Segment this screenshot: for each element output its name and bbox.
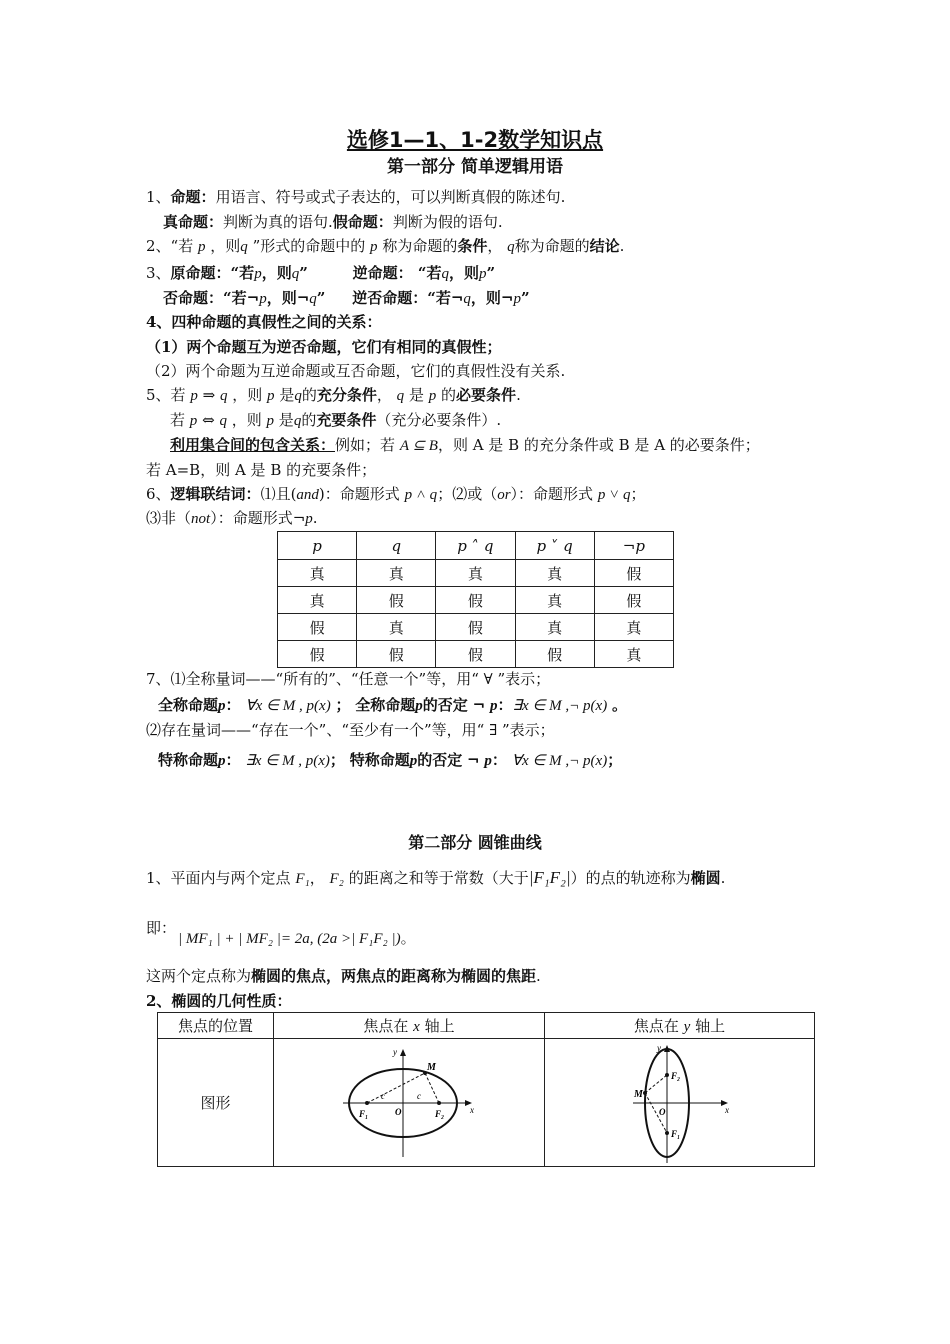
truth-table-cell: 假 (278, 641, 357, 668)
line-proposition: 1、命题：用语言、符号或式子表达的，可以判断真假的陈述句. (146, 188, 566, 206)
line-ellipse-foci: 这两个定点称为椭圆的焦点，两焦点的距离称为椭圆的焦距. (146, 967, 541, 985)
figure-ellipse-y (545, 1039, 815, 1167)
header-focus-position: 焦点的位置 (158, 1013, 274, 1039)
line-ellipse-formula-label: 即： (146, 919, 177, 937)
line-ellipse-properties: 2、椭圆的几何性质： (146, 992, 292, 1010)
line-connectives: 6、逻辑联结词：⑴且(and)：命题形式 p ˄ q；⑵或（or）：命题形式 p ˅ q； (146, 485, 646, 503)
truth-table-header-row (278, 532, 674, 560)
line-ellipse-formula: | MF₁ | + | MF₂ |= 2a, (2a >| F₁F₂ |)。 (178, 929, 416, 947)
truth-table-cell: 假 (515, 641, 594, 668)
truth-table-header: ¬p (594, 532, 673, 560)
truth-table-cell: 真 (515, 587, 594, 614)
line-universal-quantifier: 7、⑴全称量词——“所有的”、“任意一个”等，用“ ∀ ”表示； (146, 670, 551, 688)
truth-table-cell: 假 (357, 641, 436, 668)
label-f2: F₂ (670, 1070, 680, 1081)
truth-table-row (278, 560, 674, 587)
label-x: x (724, 1104, 729, 1115)
document-title (0, 124, 950, 154)
truth-table-cell: 假 (357, 587, 436, 614)
label-y: y (656, 1042, 661, 1053)
truth-table-cell: 假 (436, 641, 515, 668)
part2-heading: 第二部分 圆锥曲线 (408, 833, 542, 852)
row-label-figure: 图形 (158, 1039, 274, 1167)
truth-table-row (278, 641, 674, 668)
truth-table-cell: 假 (278, 614, 357, 641)
truth-table-header: p ˅ q (515, 532, 594, 560)
truth-table-cell: 真 (594, 641, 673, 668)
label-c-left: c (381, 1090, 385, 1101)
truth-table-cell: 真 (278, 560, 357, 587)
y-axis-arrow (400, 1049, 406, 1056)
line-relation-2: （2）两个命题为互逆命题或互否命题，它们的真假性没有关系. (146, 362, 566, 380)
line-set-inclusion: 利用集合间的包含关系：例如；若 A ⊆ B，则 A 是 B 的充分条件或 B 是 A 的必要条件； (170, 436, 760, 454)
focus-f1 (365, 1101, 369, 1105)
line-inverse-contrapositive: 否命题：“若¬p，则¬q” 逆否命题：“若¬q，则¬p” (163, 289, 530, 307)
truth-table-cell: 假 (594, 587, 673, 614)
truth-table-header: q (357, 532, 436, 560)
line-sufficient: 5、若 p ⇒ q ，则 p 是q的充分条件， q 是 p 的必要条件. (146, 386, 521, 404)
label-f1: F₁ (670, 1128, 680, 1139)
label-m: M (427, 1061, 436, 1073)
truth-table-cell: 假 (436, 614, 515, 641)
truth-table-cell: 真 (357, 560, 436, 587)
truth-table-cell: 真 (515, 560, 594, 587)
label-m: M (633, 1088, 643, 1100)
truth-table-header: p (278, 532, 357, 560)
ellipse-x-diagram (339, 1045, 479, 1161)
focus-f2 (665, 1073, 669, 1077)
line-existential-proposition: 特称命题p： ∃x ∈ M , p(x)； 特称命题p的否定 ¬ p： ∀x ∈ M ,¬ p(x)； (158, 751, 623, 769)
line-four-propositions: 4、四种命题的真假性之间的关系： (146, 313, 382, 331)
ellipse-y-diagram (625, 1041, 735, 1165)
truth-table-cell: 假 (436, 587, 515, 614)
line-necessary-sufficient: 若 p ⇔ q ，则 p 是q的充要条件（充分必要条件）. (170, 411, 502, 429)
ellipse-table (157, 1012, 815, 1167)
focus-f1 (665, 1131, 669, 1135)
line-existential-quantifier: ⑵存在量词——“存在一个”、“至少有一个”等，用“ ∃ ”表示； (146, 721, 555, 739)
truth-table-cell: 真 (357, 614, 436, 641)
truth-table (277, 531, 674, 668)
label-f2: F₂ (435, 1108, 445, 1119)
part1-heading: 第一部分 简单逻辑用语 (387, 157, 563, 177)
point-m (643, 1091, 647, 1095)
header-focus-y: 焦点在 y 轴上 (545, 1013, 815, 1039)
line-condition: 2、“若 p ，则q ”形式的命题中的 p 称为命题的条件， q称为命题的结论. (146, 237, 625, 255)
truth-table-cell: 真 (515, 614, 594, 641)
label-y: y (393, 1046, 397, 1057)
line-ellipse-definition: 1、平面内与两个定点 F₁， F₂ 的距离之和等于常数（大于|F₁F₂|）的点的轨迹称为椭圆. (146, 868, 726, 887)
label-x: x (470, 1104, 474, 1115)
title-text: 选修1—1、1-2数学知识点 (346, 128, 604, 152)
truth-table-row (278, 614, 674, 641)
truth-table-cell: 假 (594, 560, 673, 587)
label-c-right: c (417, 1090, 421, 1101)
focus-f2 (437, 1101, 441, 1105)
truth-table-header: p ˄ q (436, 532, 515, 560)
figure-ellipse-x (274, 1039, 545, 1167)
line-true-false: 真命题：判断为真的语句.假命题：判断为假的语句. (163, 213, 503, 231)
truth-table-cell: 真 (594, 614, 673, 641)
truth-table-cell: 真 (436, 560, 515, 587)
line-set-equal: 若 A=B，则 A 是 B 的充要条件； (146, 461, 377, 479)
line-relation-1: （1）两个命题互为逆否命题，它们有相同的真假性； (146, 338, 502, 356)
header-focus-x: 焦点在 x 轴上 (274, 1013, 545, 1039)
label-f1: F₁ (359, 1108, 369, 1119)
line-universal-proposition: 全称命题p： ∀x ∈ M , p(x) ； 全称命题p的否定 ¬ p：∃x ∈ M ,¬ p(x) 。 (158, 696, 627, 714)
line-negation: ⑶非（not）：命题形式¬p. (146, 509, 318, 527)
label-origin: O (658, 1106, 665, 1117)
truth-table-row (278, 587, 674, 614)
label-origin: O (395, 1106, 402, 1117)
line-original-converse: 3、原命题：“若p，则q” 逆命题： “若q，则p” (146, 264, 496, 282)
truth-table-cell: 真 (278, 587, 357, 614)
